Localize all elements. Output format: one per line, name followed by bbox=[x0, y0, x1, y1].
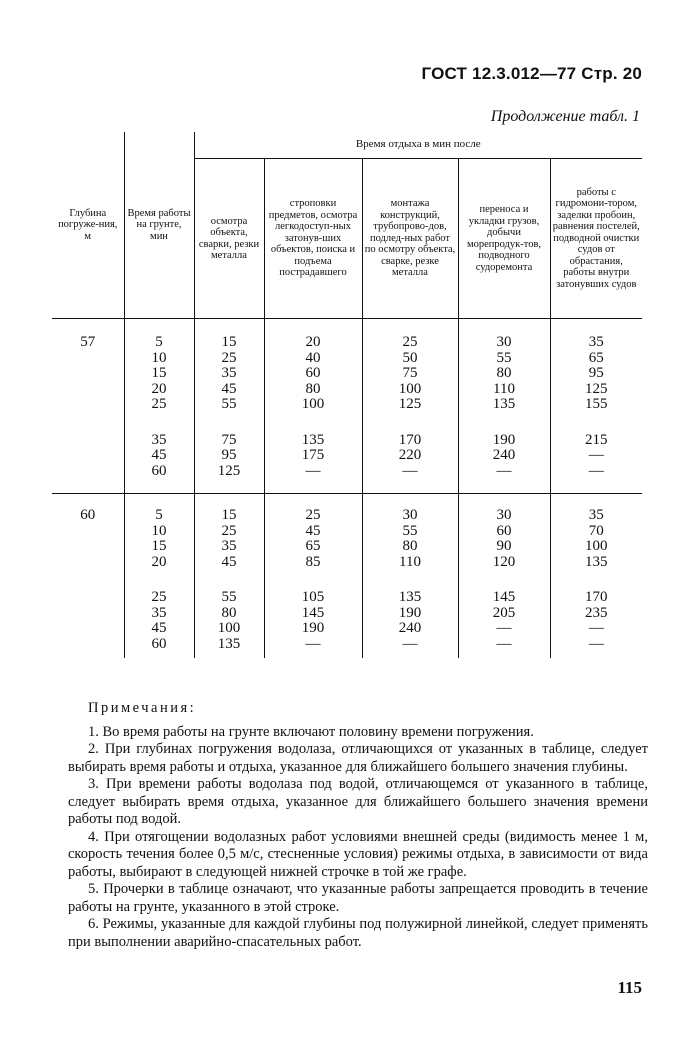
rest-time-value: 95 bbox=[588, 365, 604, 381]
rest-time-value: 240 bbox=[492, 447, 516, 463]
rest-time-value: — bbox=[588, 620, 604, 636]
rest-time-value: — bbox=[588, 462, 604, 479]
rest-time-value: 40 bbox=[305, 349, 321, 366]
rest-time-value: — bbox=[305, 635, 321, 652]
rest-time-value: 240 bbox=[398, 620, 422, 636]
work-time-value: 20 bbox=[151, 380, 167, 397]
rest-time-value: — bbox=[305, 462, 321, 479]
rest-time-value: 135 bbox=[301, 431, 325, 448]
rest-time-value: 55 bbox=[402, 522, 418, 539]
work-time-value: 35 bbox=[151, 431, 167, 448]
rest-time-value: 170 bbox=[585, 589, 608, 605]
rest-time-value: 155 bbox=[585, 396, 608, 412]
header-rest-time: Время отдыха в мин после bbox=[194, 132, 642, 159]
rest-time-value: 90 bbox=[496, 538, 512, 554]
rest-time-cell bbox=[550, 319, 642, 494]
rest-time-value: 25 bbox=[221, 349, 237, 366]
rest-time-value: 15 bbox=[221, 334, 237, 350]
rest-time-value: 220 bbox=[398, 447, 422, 463]
rest-time-value: 25 bbox=[221, 522, 237, 539]
rest-time-value: 60 bbox=[496, 522, 512, 539]
rest-time-value: 80 bbox=[305, 380, 321, 397]
rest-time-value: 55 bbox=[221, 396, 237, 412]
rest-time-value: 135 bbox=[492, 396, 516, 412]
work-time-value: 45 bbox=[151, 620, 167, 636]
rest-time-value: — bbox=[496, 635, 512, 652]
rest-time-value: 110 bbox=[493, 380, 515, 397]
rest-time-value: 235 bbox=[585, 604, 608, 621]
header-rest-col-3: монтажа конструкций, трубопрово-дов, подлед-ных работ по осмотру объекта, сварке, резке металла bbox=[362, 159, 458, 319]
rest-time-value: 30 bbox=[402, 507, 418, 523]
rest-time-cell bbox=[264, 494, 362, 659]
note-item: 2. При глубинах погружения водолаза, отличающихся от указанных в таблице, следует выбирать время работы и отдыха, указанное для ближайшего большего значения глубины. bbox=[68, 741, 648, 775]
rest-time-value: 35 bbox=[588, 507, 604, 523]
rest-time-value: — bbox=[588, 447, 604, 463]
work-time-value: 25 bbox=[151, 396, 167, 412]
depth-value: 60 bbox=[80, 507, 96, 523]
rest-time-value: 190 bbox=[398, 604, 422, 621]
rest-time-value: 205 bbox=[492, 604, 516, 621]
rest-time-value: 215 bbox=[585, 431, 608, 448]
work-time-value: 15 bbox=[151, 365, 167, 381]
work-time-value: 20 bbox=[151, 553, 167, 570]
work-time-value: 35 bbox=[151, 604, 167, 621]
work-time-value: 60 bbox=[151, 635, 167, 652]
rest-time-value: 45 bbox=[305, 522, 321, 539]
work-time-value: 25 bbox=[151, 589, 167, 605]
note-item: 1. Во время работы на грунте включают половину времени погружения. bbox=[88, 723, 534, 740]
rest-time-value: 135 bbox=[398, 589, 422, 605]
rest-time-value: 30 bbox=[496, 334, 512, 350]
rest-time-value: 100 bbox=[585, 538, 608, 554]
rest-time-value: 100 bbox=[301, 396, 325, 412]
rest-time-value: 75 bbox=[221, 431, 237, 448]
rest-time-value: 70 bbox=[588, 522, 604, 539]
rest-time-value: 35 bbox=[221, 538, 237, 554]
rest-time-value: — bbox=[588, 635, 604, 652]
page-number: 115 bbox=[617, 978, 642, 997]
rest-time-value: 50 bbox=[402, 349, 418, 366]
rest-time-value: 35 bbox=[221, 365, 237, 381]
rest-time-value: 80 bbox=[402, 538, 418, 554]
work-time-value: 45 bbox=[151, 447, 167, 463]
table-continuation-caption: Продолжение табл. 1 bbox=[490, 108, 640, 125]
note-item: 4. При отягощении водолазных работ условиями внешней среды (видимость менее 1 м, скорость течения более 0,5 м/с, стесненные условия) режимы отдыха, в зависимости от вида работы, выбирают в следующей нижней строчке в той же графе. bbox=[68, 828, 648, 880]
rest-time-value: 175 bbox=[301, 447, 325, 463]
work-time-value: 10 bbox=[151, 522, 167, 539]
rest-time-cell bbox=[362, 494, 458, 659]
header-rest-col-4: переноса и укладки грузов, добычи морепродук-тов, подводного судоремонта bbox=[458, 159, 550, 319]
rest-time-value: 80 bbox=[221, 604, 237, 621]
rest-time-value: — bbox=[402, 635, 418, 652]
rest-time-value: 65 bbox=[588, 349, 604, 366]
rest-time-value: 135 bbox=[585, 553, 608, 570]
rest-time-value: 120 bbox=[492, 553, 516, 570]
table-row bbox=[52, 319, 642, 494]
rest-time-table bbox=[52, 132, 642, 658]
rest-time-value: 190 bbox=[301, 620, 325, 636]
note-item: 6. Режимы, указанные для каждой глубины под полужирной линейкой, следует применять при выполнении аварийно-спасательных работ. bbox=[68, 916, 648, 950]
table-row bbox=[52, 494, 642, 659]
work-time-value: 10 bbox=[151, 349, 167, 366]
rest-time-value: 145 bbox=[492, 589, 516, 605]
work-time-value: 60 bbox=[151, 462, 167, 479]
rest-time-value: — bbox=[496, 462, 512, 479]
rest-time-cell bbox=[550, 494, 642, 659]
header-depth: Глубина погруже-ния, м bbox=[52, 132, 124, 319]
standard-header: ГОСТ 12.3.012—77 Стр. 20 bbox=[421, 64, 642, 83]
rest-time-value: 25 bbox=[305, 507, 321, 523]
rest-time-value: 30 bbox=[496, 507, 512, 523]
work-time-value: 15 bbox=[151, 538, 167, 554]
rest-time-value: 45 bbox=[221, 380, 237, 397]
rest-time-value: 55 bbox=[496, 349, 512, 366]
rest-time-value: 125 bbox=[398, 396, 422, 412]
header-work-time: Время работы на грунте, мин bbox=[124, 132, 194, 319]
work-time-cell bbox=[124, 494, 194, 659]
rest-time-value: — bbox=[496, 620, 512, 636]
rest-time-value: 95 bbox=[221, 447, 237, 463]
depth-value: 57 bbox=[80, 334, 96, 350]
rest-time-cell bbox=[362, 319, 458, 494]
note-item: 5. Прочерки в таблице означают, что указанные работы запрещается проводить в течение работы на грунте, указанного в этой строке. bbox=[68, 881, 648, 915]
rest-time-value: 110 bbox=[399, 553, 421, 570]
rest-time-value: 85 bbox=[305, 553, 321, 570]
rest-time-value: 125 bbox=[585, 380, 608, 397]
rest-time-value: 190 bbox=[492, 431, 516, 448]
work-time-value: 5 bbox=[155, 334, 163, 350]
notes-title: Примечания: bbox=[88, 700, 197, 716]
notes-section bbox=[68, 700, 648, 951]
rest-time-value: 25 bbox=[402, 334, 418, 350]
rest-time-value: 145 bbox=[301, 604, 325, 621]
rest-time-value: 125 bbox=[217, 462, 241, 479]
rest-time-cell bbox=[194, 319, 264, 494]
rest-time-value: 100 bbox=[217, 620, 241, 636]
rest-time-value: 35 bbox=[588, 334, 604, 350]
header-rest-col-1: осмотра объекта, сварки, резки металла bbox=[194, 159, 264, 319]
header-rest-col-5: работы с гидромони-тором, заделки пробоин, равнения постелей, подводной очистки судов от обрастания, работы внутри затонувших судов bbox=[550, 159, 642, 319]
rest-time-value: 65 bbox=[305, 538, 321, 554]
rest-time-value: 75 bbox=[402, 365, 418, 381]
rest-time-cell bbox=[264, 319, 362, 494]
rest-time-cell bbox=[458, 319, 550, 494]
rest-time-value: 60 bbox=[305, 365, 321, 381]
rest-time-value: 15 bbox=[221, 507, 237, 523]
rest-time-value: 20 bbox=[305, 334, 321, 350]
work-time-cell bbox=[124, 319, 194, 494]
rest-time-value: 100 bbox=[398, 380, 422, 397]
note-item: 3. При времени работы водолаза под водой, отличающемся от указанного в таблице, следует выбирать время отдыха, указанное для ближайшего большего значения времени работы под водой. bbox=[68, 776, 648, 827]
rest-time-value: 55 bbox=[221, 589, 237, 605]
rest-time-value: 80 bbox=[496, 365, 512, 381]
rest-time-value: — bbox=[402, 462, 418, 479]
work-time-value: 5 bbox=[155, 507, 163, 523]
rest-time-cell bbox=[194, 494, 264, 659]
rest-time-value: 135 bbox=[217, 635, 241, 652]
header-rest-col-2: строповки предметов, осмотра легкодоступ-ных затонув-ших объектов, поиска и подъема пострадавшего bbox=[264, 159, 362, 319]
rest-time-cell bbox=[458, 494, 550, 659]
rest-time-value: 45 bbox=[221, 553, 237, 570]
rest-time-value: 105 bbox=[301, 589, 325, 605]
rest-time-value: 170 bbox=[398, 431, 422, 448]
